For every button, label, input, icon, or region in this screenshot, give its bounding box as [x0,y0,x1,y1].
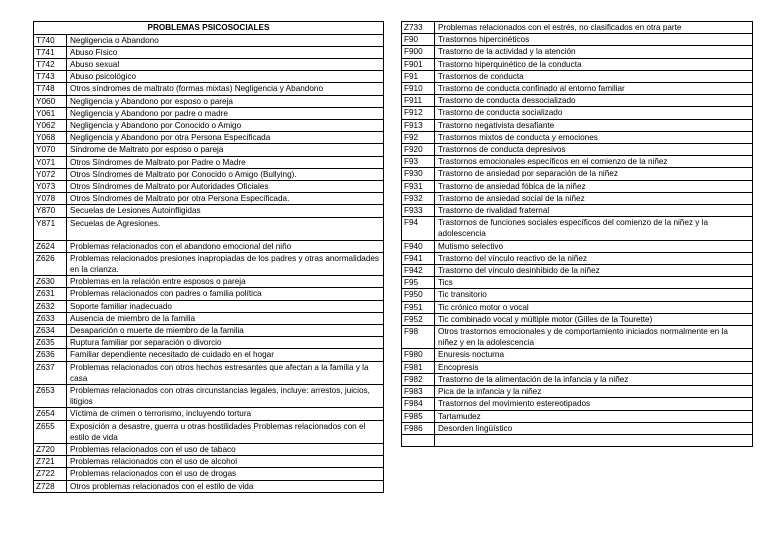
table-row [34,288,384,300]
row-description: Negligencia o Abandono [67,34,384,46]
row-description: Trastornos hipercinéticos [435,34,753,46]
row-code: Z720 [34,444,67,456]
row-description: Problemas relacionados con padres o familia política [67,288,384,300]
row-code: Z631 [34,288,67,300]
table-row [402,398,753,410]
table-row [34,420,384,443]
row-code: F93 [402,156,435,168]
row-code: Z733 [402,22,435,34]
row-description: Otros problemas relacionados con el estilo de vida [67,480,384,492]
row-code: Y071 [34,156,67,168]
row-code: F951 [402,301,435,313]
table-row [34,107,384,119]
table-row [34,217,384,240]
row-code: F901 [402,58,435,70]
row-description: Negligencia y Abandono por otra Persona Especificada [67,132,384,144]
row-description: Soporte familiar inadecuado [67,300,384,312]
empty-cell [435,434,753,446]
row-code: F952 [402,313,435,325]
row-description: Trastorno hiperquinético de la conducta [435,58,753,70]
row-code: F913 [402,119,435,131]
row-code: F980 [402,349,435,361]
table-row [34,468,384,480]
row-description: Otros síndromes de maltrato (formas mixtas) Negligencia y Abandono [67,83,384,95]
row-description: Familiar dependiente necesitado de cuidado en el hogar [67,349,384,361]
row-code: T743 [34,71,67,83]
row-code: F95 [402,277,435,289]
table-row [402,83,753,95]
table-row [34,456,384,468]
row-code: F931 [402,180,435,192]
row-code: F912 [402,107,435,119]
table-row [34,337,384,349]
table-row [34,324,384,336]
row-code: Y070 [34,144,67,156]
row-code: T740 [34,34,67,46]
table-row [402,277,753,289]
table-row [34,83,384,95]
table-row [34,95,384,107]
row-code: Z635 [34,337,67,349]
table-row [402,240,753,252]
table-row [402,192,753,204]
row-code: F982 [402,373,435,385]
row-code: Z626 [34,252,67,275]
row-code: T748 [34,83,67,95]
row-code: F911 [402,95,435,107]
row-code: F983 [402,386,435,398]
row-code: F900 [402,46,435,58]
table-row [402,373,753,385]
row-description: Otros Síndromes de Maltrato por Autoridades Oficiales [67,180,384,192]
row-description: Negligencia y Abandono por padre o madre [67,107,384,119]
row-code: F932 [402,192,435,204]
row-description: Trastorno de ansiedad por separación de la niñez [435,168,753,180]
table-row [402,119,753,131]
row-description: Trastornos del movimiento estereotipados [435,398,753,410]
row-description: Negligencia y Abandono por esposo o pareja [67,95,384,107]
row-code: F910 [402,83,435,95]
table-row [34,349,384,361]
table-row [402,252,753,264]
table-row [34,361,384,384]
row-code: F930 [402,168,435,180]
row-code: F98 [402,326,435,349]
table-row [34,240,384,252]
row-description: Desaparición o muerte de miembro de la familia [67,324,384,336]
row-description: Problemas relacionados con otras circunstancias legales, incluye: arrestos, juicios, litigios [67,384,384,407]
table-row [34,46,384,58]
row-description: Tic combinado vocal y múltiple motor (Gilles de la Tourette) [435,313,753,325]
row-description: Tic crónico motor o vocal [435,301,753,313]
row-code: Z630 [34,276,67,288]
row-description: Problemas relacionados con otros hechos estresantes que afectan a la familia y la casa [67,361,384,384]
row-description: Trastorno del vínculo desinhibido de la niñez [435,265,753,277]
table-row [34,144,384,156]
table-row [402,34,753,46]
table-row [34,193,384,205]
row-description: Abuso Físico [67,46,384,58]
row-code: Z632 [34,300,67,312]
row-description: Problemas relacionados con el estrés, no clasificados en otra parte [435,22,753,34]
table-row [34,444,384,456]
row-code: Y073 [34,180,67,192]
table-row [402,144,753,156]
row-description: Mutismo selectivo [435,240,753,252]
table-row [402,180,753,192]
table-row [34,300,384,312]
psychosocial-problems-table [33,21,384,493]
row-description: Trastornos de funciones sociales específicos del comienzo de la niñez y la adolescencia [435,217,753,240]
row-description: Negligencia y Abandono por Conocido o Amigo [67,119,384,131]
row-code: Y078 [34,193,67,205]
row-code: F950 [402,289,435,301]
row-code: Z633 [34,312,67,324]
row-description: Secuelas de Lesiones Autoinfligidas [67,205,384,217]
row-description: Trastorno de ansiedad social de la niñez [435,192,753,204]
empty-cell [402,434,435,446]
table-row [402,205,753,217]
row-description: Tic transitorio [435,289,753,301]
row-code: F933 [402,205,435,217]
row-code: T741 [34,46,67,58]
table-row [402,386,753,398]
row-description: Problemas en la relación entre esposos o pareja [67,276,384,288]
table-row [34,252,384,275]
table-row [402,46,753,58]
table-row [402,410,753,422]
row-description: Problemas relacionados con el abandono emocional del niño [67,240,384,252]
table-row [402,58,753,70]
row-description: Trastorno de ansiedad fóbica de la niñez [435,180,753,192]
row-description: Desorden lingüístico [435,422,753,434]
table-row [402,313,753,325]
row-description: Trastorno negativista desafiante [435,119,753,131]
row-code: Z624 [34,240,67,252]
row-code: Z722 [34,468,67,480]
row-description: Tartamudez [435,410,753,422]
row-description: Problemas relacionados presiones inapropiadas de los padres y otras anormalidades en la crianza. [67,252,384,275]
table-row [402,156,753,168]
row-description: Tics [435,277,753,289]
table-row [34,276,384,288]
row-description: Trastornos de conducta depresivos [435,144,753,156]
table-row [34,156,384,168]
row-description: Síndrome de Maltrato por esposo o pareja [67,144,384,156]
table-row [402,349,753,361]
row-code: Z654 [34,408,67,420]
row-code: Z721 [34,456,67,468]
table-row [402,301,753,313]
table-row [34,132,384,144]
row-code: Y060 [34,95,67,107]
table-row [34,480,384,492]
table-row [402,70,753,82]
row-code: F942 [402,265,435,277]
table-row [34,119,384,131]
row-description: Abuso psicológico [67,71,384,83]
row-code: F941 [402,252,435,264]
row-code: Z655 [34,420,67,443]
row-description: Problemas relacionados con el uso de alcohol [67,456,384,468]
row-code: F90 [402,34,435,46]
row-code: Y068 [34,132,67,144]
row-description: Otros trastornos emocionales y de comportamiento iniciados normalmente en la niñez y en la adolescencia [435,326,753,349]
table-row [34,312,384,324]
row-code: Z653 [34,384,67,407]
row-description: Trastornos de conducta [435,70,753,82]
table-row [34,205,384,217]
table-row [402,422,753,434]
row-code: Z636 [34,349,67,361]
left-table-body [34,34,384,492]
row-code: F91 [402,70,435,82]
table-row [402,131,753,143]
row-description: Víctima de crimen o terrorismo, incluyendo tortura [67,408,384,420]
row-code: F920 [402,144,435,156]
table-row [402,22,753,34]
table-row [34,71,384,83]
table-title: PROBLEMAS PSICOSOCIALES [34,22,384,35]
row-description: Otros Síndromes de Maltrato por otra Persona Especificada. [67,193,384,205]
row-description: Trastorno de rivalidad fraternal [435,205,753,217]
row-code: T742 [34,58,67,70]
table-row [402,265,753,277]
row-code: Z634 [34,324,67,336]
table-header-row [34,22,384,35]
row-description: Enuresis nocturna [435,349,753,361]
row-description: Problemas relacionados con el uso de tabaco [67,444,384,456]
row-code: Z637 [34,361,67,384]
row-description: Trastornos mixtos de conducta y emociones [435,131,753,143]
row-code: F984 [402,398,435,410]
row-description: Trastorno de la alimentación de la infancia y la niñez [435,373,753,385]
row-description: Ausencia de miembro de la familia [67,312,384,324]
row-description: Trastorno de conducta socializado [435,107,753,119]
table-row [402,107,753,119]
table-row [402,217,753,240]
row-description: Pica de la infancia y la niñez [435,386,753,398]
row-description: Trastorno de conducta confinado al entorno familiar [435,83,753,95]
right-table-body [402,22,753,447]
table-row [34,58,384,70]
table-row [34,384,384,407]
row-code: Y061 [34,107,67,119]
disorders-table [401,21,753,447]
row-description: Secuelas de Agresiones. [67,217,384,240]
row-description: Problemas relacionados con el uso de drogas [67,468,384,480]
row-description: Trastorno de la actividad y la atención [435,46,753,58]
row-description: Trastorno de conducta dessocializado [435,95,753,107]
row-code: F940 [402,240,435,252]
table-row [402,289,753,301]
row-code: F92 [402,131,435,143]
row-code: Y072 [34,168,67,180]
table-row [402,326,753,349]
row-code: Z728 [34,480,67,492]
row-code: F985 [402,410,435,422]
row-description: Ruptura familiar por separación o divorcio [67,337,384,349]
table-row [34,34,384,46]
row-description: Exposición a desastre, guerra u otras hostilidades Problemas relacionados con el estilo de vida [67,420,384,443]
table-row [34,180,384,192]
table-row [34,408,384,420]
table-row [34,168,384,180]
row-code: F986 [402,422,435,434]
row-code: F94 [402,217,435,240]
row-description: Otros Síndromes de Maltrato por Conocido o Amigo (Bullying). [67,168,384,180]
row-description: Otros Síndromes de Maltrato por Padre o Madre [67,156,384,168]
row-description: Abuso sexual [67,58,384,70]
row-description: Encopresis [435,361,753,373]
table-row [402,361,753,373]
table-row [402,168,753,180]
row-code: Y062 [34,119,67,131]
table-row [402,95,753,107]
empty-row [402,434,753,446]
row-description: Trastorno del vínculo reactivo de la niñez [435,252,753,264]
row-code: Y870 [34,205,67,217]
row-description: Trastornos emocionales específicos en el comienzo de la niñez [435,156,753,168]
row-code: Y871 [34,217,67,240]
row-code: F981 [402,361,435,373]
